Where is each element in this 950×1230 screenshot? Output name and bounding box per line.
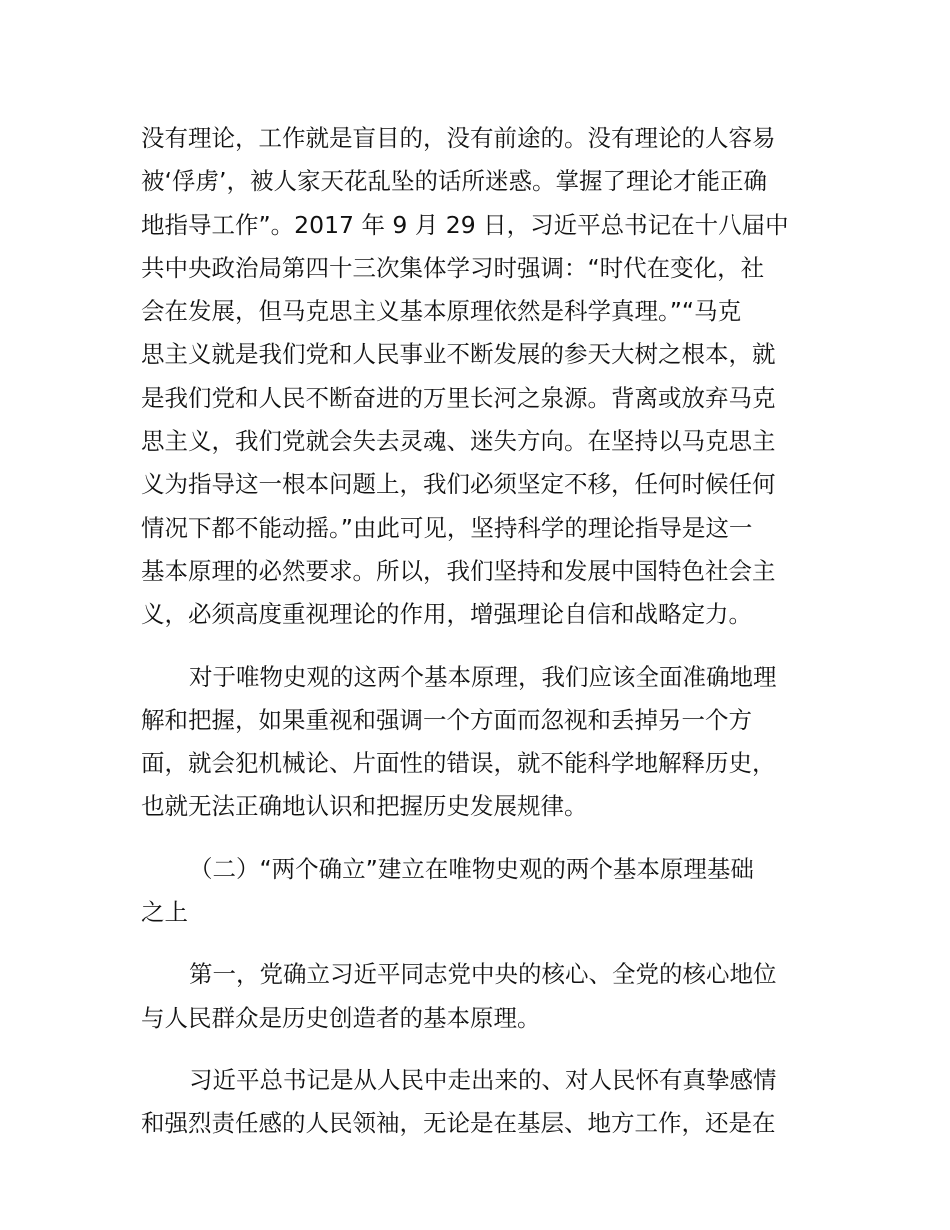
text-line: 义为指导这一根本问题上，我们必须坚定不移，任何时候任何 — [141, 470, 776, 499]
paragraph-gap — [141, 637, 813, 656]
text-line: （二）“两个确立”建立在唯物史观的两个基本原理基础 — [189, 854, 754, 883]
text-line: 与人民群众是历史创造者的基本原理。 — [141, 1003, 541, 1032]
paragraph-gap — [141, 1040, 813, 1059]
text-line: 和强烈责任感的人民领袖，无论是在基层、地方工作，还是在 — [141, 1109, 776, 1138]
text-line: 没有理论，工作就是盲目的，没有前途的。没有理论的人容易 — [141, 124, 776, 152]
document-body — [141, 117, 813, 1146]
paragraph-theory-quote — [141, 117, 813, 637]
text-line: 基本原理的必然要求。所以，我们坚持和发展中国特色社会主 — [141, 556, 776, 585]
text-line: 第一，党确立习近平同志党中央的核心、全党的核心地位 — [189, 960, 777, 989]
text-line: 情况下都不能动摇。”由此可见，坚持科学的理论指导是这一 — [141, 513, 753, 542]
text-line: 会在发展，但马克思主义基本原理依然是科学真理。”“马克 — [141, 297, 742, 326]
text-line: 是我们党和人民不断奋进的万里长河之泉源。背离或放弃马克 — [141, 383, 776, 412]
text-line: 解和把握，如果重视和强调一个方面而忽视和丢掉另一个方 — [141, 705, 752, 734]
text-line: 地指导工作”。2017 年 9 月 29 日，习近平总书记在十八届中 — [141, 210, 789, 239]
text-line: 面，就会犯机械论、片面性的错误，就不能科学地解释历史， — [141, 749, 776, 778]
text-line: 共中央政治局第四十三次集体学习时强调：“时代在变化，社 — [141, 253, 765, 282]
paragraph-gap — [141, 934, 813, 953]
paragraph-leader — [141, 1059, 813, 1146]
text-line: 被‘俘虏’，被人家天花乱坠的话所迷惑。掌握了理论才能正确 — [141, 167, 767, 196]
paragraph-first-point — [141, 953, 813, 1040]
section-heading — [141, 848, 813, 935]
text-line: 对于唯物史观的这两个基本原理，我们应该全面准确地理 — [189, 662, 777, 691]
text-line: 思主义就是我们党和人民事业不断发展的参天大树之根本，就 — [141, 340, 776, 369]
text-line: 义，必须高度重视理论的作用，增强理论自信和战略定力。 — [141, 600, 752, 629]
text-line: 习近平总书记是从人民中走出来的、对人民怀有真挚感情 — [189, 1065, 777, 1094]
text-line: 思主义，我们党就会失去灵魂、迷失方向。在坚持以马克思主 — [141, 427, 776, 456]
paragraph-two-principles — [141, 656, 813, 829]
text-line: 也就无法正确地认识和把握历史发展规律。 — [141, 792, 588, 821]
paragraph-gap — [141, 829, 813, 848]
text-line: 之上 — [141, 898, 188, 927]
